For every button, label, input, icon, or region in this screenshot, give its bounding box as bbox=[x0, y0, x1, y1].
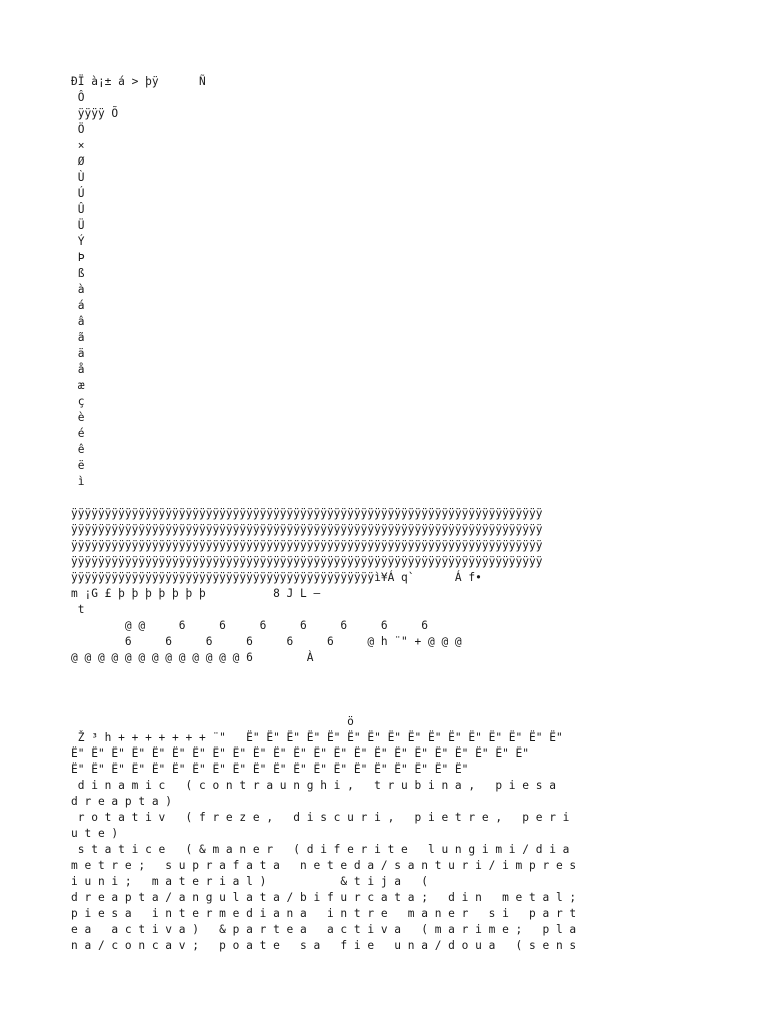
text-line: ë bbox=[71, 459, 85, 472]
text-line: i u n i ; m a t e r i a l ) & t i j a ( bbox=[71, 875, 428, 888]
text-line: d r e a p t a ) bbox=[71, 795, 173, 808]
text-line: ß bbox=[71, 267, 85, 280]
text-line: è bbox=[71, 411, 85, 424]
text-line: Ö bbox=[71, 123, 85, 136]
text-line: â bbox=[71, 315, 85, 328]
text-line: é bbox=[71, 427, 85, 440]
text-line: m ¡G £ þ þ þ þ þ þ þ 8 J L – bbox=[71, 587, 321, 600]
text-line: ö bbox=[71, 715, 354, 728]
text-line: ÿÿÿÿÿÿÿÿÿÿÿÿÿÿÿÿÿÿÿÿÿÿÿÿÿÿÿÿÿÿÿÿÿÿÿÿÿÿÿÿÿÿÿÿÿÿÿÿÿÿÿÿÿÿÿÿÿÿÿÿÿÿÿÿÿÿÿÿÿÿ bbox=[71, 555, 543, 568]
text-line: @ @ 6 6 6 6 6 6 6 bbox=[71, 619, 428, 632]
text-line: Ù bbox=[71, 171, 85, 184]
text-line: ÿÿÿÿÿÿÿÿÿÿÿÿÿÿÿÿÿÿÿÿÿÿÿÿÿÿÿÿÿÿÿÿÿÿÿÿÿÿÿÿÿÿÿÿÿì¥Á q` Á f• bbox=[71, 571, 482, 584]
text-line: ÿÿÿÿÿÿÿÿÿÿÿÿÿÿÿÿÿÿÿÿÿÿÿÿÿÿÿÿÿÿÿÿÿÿÿÿÿÿÿÿÿÿÿÿÿÿÿÿÿÿÿÿÿÿÿÿÿÿÿÿÿÿÿÿÿÿÿÿÿÿ bbox=[71, 523, 543, 536]
text-line: r o t a t i v ( f r e z e , d i s c u r i , p i e t r e , p e r i bbox=[71, 811, 570, 824]
text-line: @ @ @ @ @ @ @ @ @ @ @ @ @ 6 À bbox=[71, 651, 314, 664]
text-line: e a a c t i v a ) & p a r t e a a c t i v a ( m a r i m e ; p l a bbox=[71, 923, 577, 936]
text-line: d r e a p t a / a n g u l a t a / b i f u r c a t a ; d i n m e t a l ; bbox=[71, 891, 577, 904]
text-line: ÿÿÿÿ Õ bbox=[71, 107, 119, 120]
text-line: Û bbox=[71, 203, 85, 216]
text-line: Ø bbox=[71, 155, 85, 168]
text-line: à bbox=[71, 283, 85, 296]
text-line: á bbox=[71, 299, 85, 312]
text-line: n a / c o n c a v ; p o a t e s a f i e u n a / d o u a ( s e n s bbox=[71, 939, 577, 952]
text-line: 6 6 6 6 6 6 @ h ¨" + @ @ @ bbox=[71, 635, 462, 648]
text-line: Ü bbox=[71, 219, 85, 232]
text-line: ì bbox=[71, 475, 85, 488]
text-line: × bbox=[71, 139, 85, 152]
text-line: Ë" Ë" Ë" Ë" Ë" Ë" Ë" Ë" Ë" Ë" Ë" Ë" Ë" Ë" Ë" Ë" Ë" Ë" Ë" Ë" bbox=[71, 763, 469, 776]
text-line: Ú bbox=[71, 187, 85, 200]
text-line: ç bbox=[71, 395, 85, 408]
text-line: t bbox=[71, 603, 85, 616]
text-line: ÿÿÿÿÿÿÿÿÿÿÿÿÿÿÿÿÿÿÿÿÿÿÿÿÿÿÿÿÿÿÿÿÿÿÿÿÿÿÿÿÿÿÿÿÿÿÿÿÿÿÿÿÿÿÿÿÿÿÿÿÿÿÿÿÿÿÿÿÿÿ bbox=[71, 507, 543, 520]
text-line: s t a t i c e ( & m a n e r ( d i f e r i t e l u n g i m i / d i a bbox=[71, 843, 570, 856]
text-line: p i e s a i n t e r m e d i a n a i n t r e m a n e r s i p a r t bbox=[71, 907, 577, 920]
text-line: æ bbox=[71, 379, 85, 392]
text-line: ÿÿÿÿÿÿÿÿÿÿÿÿÿÿÿÿÿÿÿÿÿÿÿÿÿÿÿÿÿÿÿÿÿÿÿÿÿÿÿÿÿÿÿÿÿÿÿÿÿÿÿÿÿÿÿÿÿÿÿÿÿÿÿÿÿÿÿÿÿÿ bbox=[71, 539, 543, 552]
text-line: ÐÏ à¡± á > þÿ Ñ bbox=[71, 75, 206, 88]
text-line: ã bbox=[71, 331, 85, 344]
text-line: å bbox=[71, 363, 85, 376]
text-line: Ý bbox=[71, 235, 85, 248]
text-line: Ž ³ h + + + + + + + ¨" Ë" Ë" Ë" Ë" Ë" Ë" Ë" Ë" Ë" Ë" Ë" Ë" Ë" Ë" Ë" Ë" bbox=[71, 731, 563, 744]
text-line: ê bbox=[71, 443, 85, 456]
text-line: Ô bbox=[71, 91, 85, 104]
text-line: ä bbox=[71, 347, 85, 360]
text-line: Ë" Ë" Ë" Ë" Ë" Ë" Ë" Ë" Ë" Ë" Ë" Ë" Ë" Ë" Ë" Ë" Ë" Ë" Ë" Ë" Ë" Ë" Ë" bbox=[71, 747, 530, 760]
text-line: u t e ) bbox=[71, 827, 119, 840]
text-line: Þ bbox=[71, 251, 85, 264]
text-line: d i n a m i c ( c o n t r a u n g h i , t r u b i n a , p i e s a bbox=[71, 779, 556, 792]
text-line: m e t r e ; s u p r a f a t a n e t e d a / s a n t u r i / i m p r e s bbox=[71, 859, 577, 872]
